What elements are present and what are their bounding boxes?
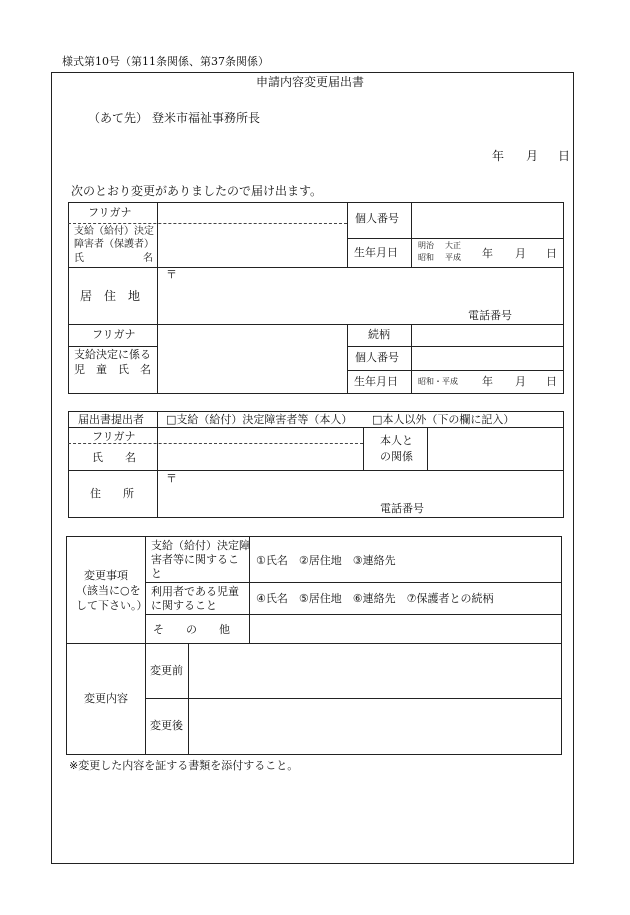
era-taisho: 大正 <box>445 241 461 250</box>
change-after-label: 変更後 <box>150 719 183 732</box>
child-birth-month: 月 <box>515 375 526 388</box>
row3-label: そ の 他 <box>153 623 230 636</box>
date-year: 年 <box>492 149 505 163</box>
submitter-option-self[interactable]: □支給（給付）決定障害者等（本人） <box>166 413 353 426</box>
submitter-relation-label-2: の関係 <box>380 450 413 463</box>
era-heisei: 平成 <box>445 253 461 262</box>
child-name-label-1: 支給決定に係る <box>74 348 151 361</box>
applicant-birth-month: 月 <box>515 247 526 260</box>
intro-text: 次のとおり変更がありましたので届け出ます。 <box>71 184 323 198</box>
attachment-note: ※変更した内容を証する書類を添付すること。 <box>69 759 299 772</box>
era-meiji: 明治 <box>418 241 434 250</box>
row2-options[interactable]: ④氏名 ⑤居住地 ⑥連絡先 ⑦保護者との続柄 <box>256 592 494 605</box>
row2-label-1: 利用者である児童 <box>151 585 239 598</box>
submitter-furigana-label: フリガナ <box>92 430 136 443</box>
applicant-birth-label: 生年月日 <box>354 246 398 259</box>
change-items-label-3: して下さい。） <box>76 599 148 612</box>
change-items-label-1: 変更事項 <box>84 569 128 582</box>
child-eras: 昭和・平成 <box>418 377 458 386</box>
child-birth-day: 日 <box>546 375 557 388</box>
addressee-label: （あて先） <box>88 111 149 125</box>
child-birth-label: 生年月日 <box>354 375 398 388</box>
applicant-phone-label: 電話番号 <box>468 309 512 322</box>
date-month: 月 <box>526 149 539 163</box>
addressee-name: 登米市福祉事務所長 <box>152 111 261 125</box>
address-label: 居 住 地 <box>80 289 141 303</box>
child-name-label-2: 児 童 氏 名 <box>74 363 151 376</box>
row1-label-3: と <box>151 567 162 580</box>
change-content-label: 変更内容 <box>84 692 128 705</box>
submitter-option-other[interactable]: □本人以外（下の欄に記入） <box>372 413 515 426</box>
change-before-label: 変更前 <box>150 664 183 677</box>
submitter-address-label: 住 所 <box>90 487 134 500</box>
applicant-birth-day: 日 <box>546 247 557 260</box>
child-furigana-label: フリガナ <box>92 328 136 341</box>
date-day: 日 <box>558 149 571 163</box>
applicant-name-label-3b: 名 <box>143 253 153 264</box>
submitter-postal-mark: 〒 <box>166 472 177 485</box>
applicant-postal-mark: 〒 <box>166 268 177 281</box>
form-number: 様式第10号（第11条関係、第37条関係） <box>62 55 269 68</box>
applicant-furigana-label: フリガナ <box>88 206 132 219</box>
submitter-relation-label-1: 本人と <box>380 434 413 447</box>
applicant-name-label-3a: 氏 <box>74 253 84 264</box>
applicant-birth-year: 年 <box>482 247 493 260</box>
form-title: 申請内容変更届出書 <box>256 75 365 89</box>
applicant-name-label-2: 障害者（保護者） <box>74 239 154 250</box>
applicant-name-label-1: 支給（給付）決定 <box>74 226 154 237</box>
child-my-number-label: 個人番号 <box>355 351 399 364</box>
child-birth-year: 年 <box>482 375 493 388</box>
row2-label-2: に関すること <box>151 599 217 612</box>
applicant-my-number-label: 個人番号 <box>355 212 399 225</box>
row1-label-1: 支給（給付）決定障 <box>151 539 250 552</box>
submitter-label: 届出書提出者 <box>78 413 144 426</box>
child-relation-label: 続柄 <box>368 328 390 341</box>
era-showa: 昭和 <box>418 253 434 262</box>
submitter-name-label: 氏 名 <box>92 451 136 464</box>
change-items-label-2: （該当に○を <box>76 584 141 597</box>
row1-label-2: 害者等に関するこ <box>151 553 239 566</box>
row1-options[interactable]: ①氏名 ②居住地 ③連絡先 <box>256 554 396 567</box>
submitter-phone-label: 電話番号 <box>380 502 424 515</box>
